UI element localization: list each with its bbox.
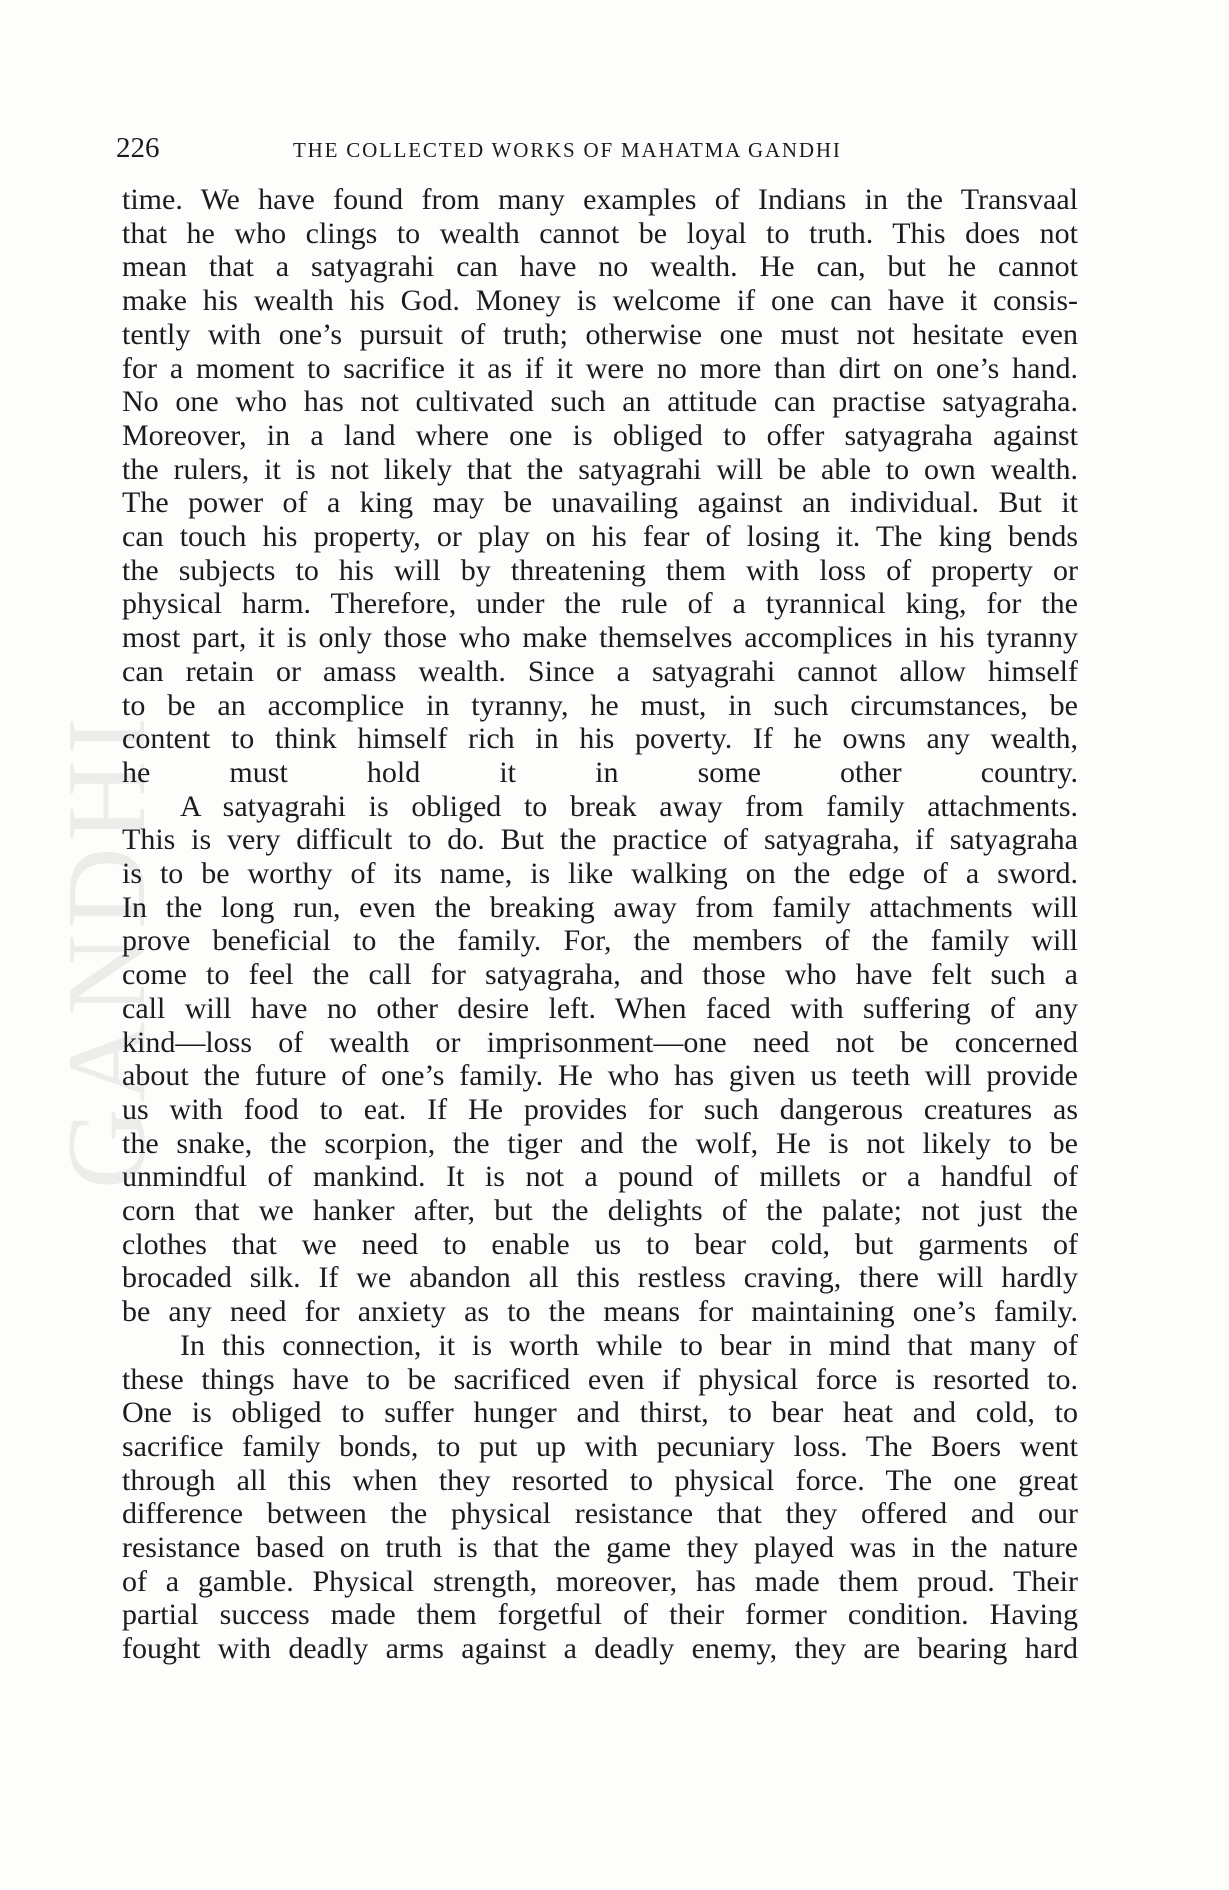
text-line: corn that we hanker after, but the delights of the palate; not just the: [122, 1194, 1078, 1227]
text-line: A satyagrahi is obliged to break away from family attachments.: [180, 789, 1078, 823]
text-line: these things have to be sacrificed even if physical force is resorted to.: [122, 1362, 1078, 1396]
text-line: The power of a king may be unavailing against an individual. But it: [122, 486, 1078, 520]
text-line: the subjects to his will by threatening them with loss of property or: [122, 553, 1078, 587]
text-line: sacrifice family bonds, to put up with pecuniary loss. The Boers went: [122, 1429, 1078, 1463]
text-line: he must hold it in some other country.: [122, 755, 1078, 789]
text-line: brocaded silk. If we abandon all this restless craving, there will hardly: [122, 1261, 1078, 1295]
page-header: [116, 128, 1078, 168]
text-line: In the long run, even the breaking away from family attachments will: [122, 890, 1078, 924]
text-line: can touch his property, or play on his fear of losing it. The king bends: [122, 520, 1078, 553]
text-line: resistance based on truth is that the game they played was in the nature: [122, 1531, 1078, 1564]
text-line: us with food to eat. If He provides for such dangerous creatures as: [122, 1092, 1078, 1126]
text-line: difference between the physical resistance that they offered and our: [122, 1497, 1078, 1531]
text-line: make his wealth his God. Money is welcome if one can have it consis-: [122, 284, 1078, 318]
text-line: through all this when they resorted to physical force. The one great: [122, 1463, 1078, 1497]
text-line: partial success made them forgetful of their former condition. Having: [122, 1598, 1078, 1632]
text-line: for a moment to sacrifice it as if it were no more than dirt on one’s hand.: [122, 351, 1078, 385]
text-line: the rulers, it is not likely that the satyagrahi will be able to own wealth.: [122, 452, 1078, 486]
text-line: of a gamble. Physical strength, moreover, has made them proud. Their: [122, 1564, 1078, 1598]
text-line: One is obliged to suffer hunger and thirst, to bear heat and cold, to: [122, 1396, 1078, 1430]
text-line: time. We have found from many examples of Indians in the Transvaal: [122, 183, 1078, 216]
running-title: THE COLLECTED WORKS OF MAHATMA GANDHI: [293, 138, 842, 162]
page-number: 226: [116, 132, 160, 164]
text-line: to be an accomplice in tyranny, he must, in such circumstances, be: [122, 688, 1078, 722]
text-line: Moreover, in a land where one is obliged to offer satyagraha against: [122, 418, 1078, 452]
text-line: call will have no other desire left. When faced with suffering of any: [122, 991, 1078, 1025]
text-line: most part, it is only those who make themselves accomplices in his tyranny: [122, 621, 1078, 655]
text-line: kind—loss of wealth or imprisonment—one need not be concerned: [122, 1025, 1078, 1059]
text-line: that he who clings to wealth cannot be loyal to truth. This does not: [122, 216, 1078, 250]
text-line: the snake, the scorpion, the tiger and the wolf, He is not likely to be: [122, 1126, 1078, 1160]
watermark: GANDHI: [45, 711, 169, 1189]
text-line: mean that a satyagrahi can have no wealth. He can, but he cannot: [122, 250, 1078, 284]
text-line: physical harm. Therefore, under the rule of a tyrannical king, for the: [122, 587, 1078, 621]
text-line: fought with deadly arms against a deadly enemy, they are bearing hard: [122, 1632, 1078, 1666]
text-line: can retain or amass wealth. Since a satyagrahi cannot allow himself: [122, 654, 1078, 688]
text-line: No one who has not cultivated such an attitude can practise satyagraha.: [122, 385, 1078, 419]
text-line: come to feel the call for satyagraha, and those who have felt such a: [122, 958, 1078, 992]
text-line: prove beneficial to the family. For, the members of the family will: [122, 924, 1078, 958]
text-line: unmindful of mankind. It is not a pound of millets or a handful of: [122, 1160, 1078, 1194]
text-line: This is very difficult to do. But the practice of satyagraha, if satyagraha: [122, 823, 1078, 857]
text-line: is to be worthy of its name, is like walking on the edge of a sword.: [122, 857, 1078, 890]
text-line: about the future of one’s family. He who has given us teeth will provide: [122, 1059, 1078, 1093]
text-line: content to think himself rich in his poverty. If he owns any wealth,: [122, 722, 1078, 756]
text-line: In this connection, it is worth while to bear in mind that many of: [180, 1328, 1078, 1362]
text-line: be any need for anxiety as to the means for maintaining one’s family.: [122, 1295, 1078, 1329]
text-line: clothes that we need to enable us to bear cold, but garments of: [122, 1227, 1078, 1261]
text-line: tently with one’s pursuit of truth; otherwise one must not hesitate even: [122, 317, 1078, 351]
